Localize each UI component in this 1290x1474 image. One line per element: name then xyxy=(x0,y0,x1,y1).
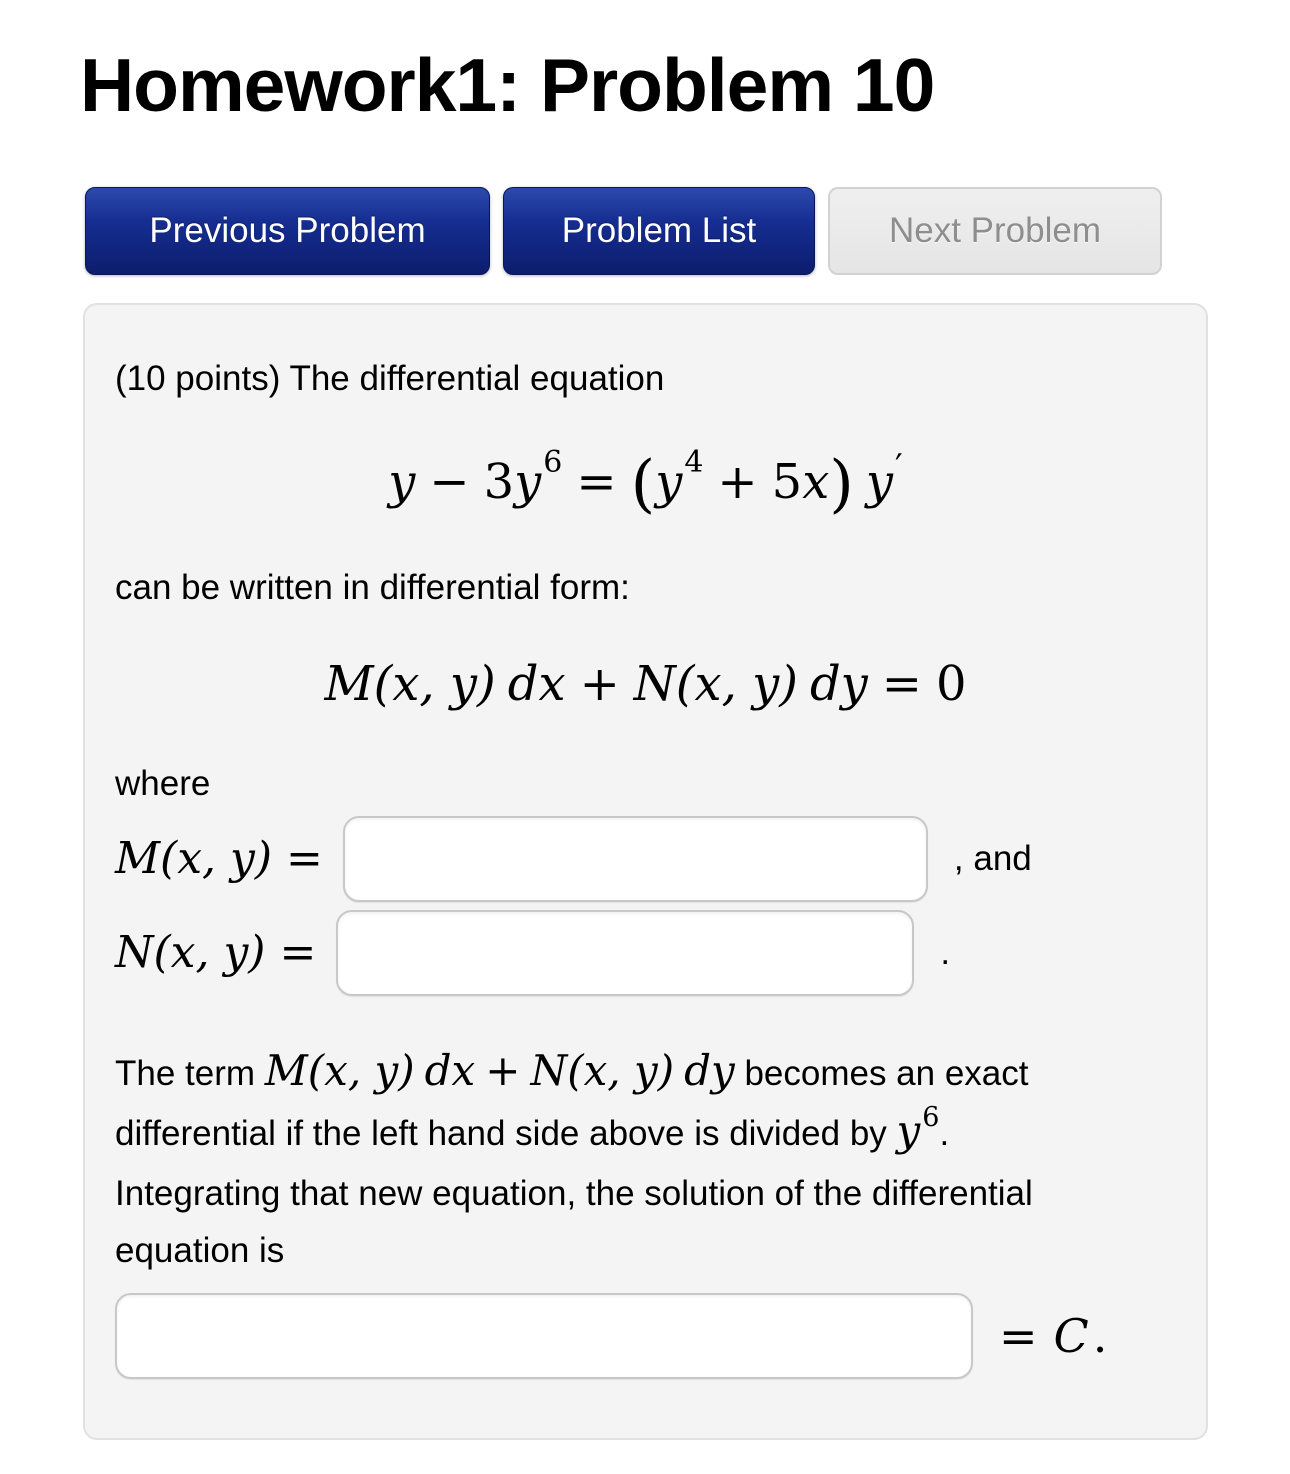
previous-problem-button[interactable]: Previous Problem xyxy=(85,187,490,275)
math-term: dx xyxy=(507,655,566,712)
paragraph-text: . Integrating that new equation, the solution of the differential equation is xyxy=(115,1113,1033,1270)
solution-answer-row xyxy=(115,1293,1176,1379)
math-right-paren: ) xyxy=(829,446,854,520)
math-term: N(x, y) xyxy=(633,655,798,712)
problem-list-button[interactable]: Problem List xyxy=(503,187,815,275)
math-term: M(x, y) xyxy=(264,1045,415,1095)
m-suffix-text: , and xyxy=(953,838,1032,878)
paragraph-text: becomes an exact differential if the left hand side above is divided by xyxy=(115,1053,1029,1153)
equation-differential-form xyxy=(115,656,1176,712)
equals-c-label xyxy=(999,1309,1107,1363)
math-term: y xyxy=(655,453,683,510)
m-input[interactable] xyxy=(343,816,928,902)
math-exponent: 4 xyxy=(684,444,704,480)
next-problem-button[interactable]: Next Problem xyxy=(828,187,1162,275)
n-input[interactable] xyxy=(336,910,914,996)
math-equals: = xyxy=(279,927,317,979)
math-term: x xyxy=(802,453,830,510)
math-exponent: 6 xyxy=(543,444,563,480)
math-prime: ′ xyxy=(894,446,903,487)
math-zero: 0 xyxy=(936,655,967,712)
math-coefficient: 3 xyxy=(483,453,515,510)
math-equals: = xyxy=(576,453,617,510)
problem-panel xyxy=(83,303,1208,1440)
m-function-label xyxy=(115,833,343,884)
math-term: y xyxy=(896,1105,921,1155)
math-operator: + xyxy=(717,453,758,510)
problem-intro: (10 points) The differential equation xyxy=(115,358,665,398)
math-exponent: 6 xyxy=(922,1101,940,1133)
math-operator: − xyxy=(429,453,470,510)
m-answer-row xyxy=(115,816,1176,902)
equation-original xyxy=(115,444,1176,520)
math-operator: + xyxy=(579,655,620,712)
paragraph-text: The term xyxy=(115,1053,265,1093)
math-term: y xyxy=(388,453,416,510)
problem-nav xyxy=(85,187,1290,275)
math-term: M(x, y) xyxy=(324,655,496,712)
n-function-label xyxy=(115,927,336,978)
math-period: . xyxy=(1092,1308,1108,1363)
math-term: y xyxy=(514,453,542,510)
math-term: M(x, y) xyxy=(115,833,273,885)
math-term: N(x, y) xyxy=(115,927,266,979)
math-term: dy xyxy=(809,655,868,712)
where-label: where xyxy=(115,763,211,803)
math-term: dy xyxy=(684,1045,735,1095)
math-left-paren: ( xyxy=(630,446,656,520)
n-answer-row xyxy=(115,910,1176,996)
math-term: dx xyxy=(424,1045,476,1095)
solution-input[interactable] xyxy=(115,1293,973,1379)
math-constant: C xyxy=(1053,1308,1089,1363)
n-suffix-text: . xyxy=(940,932,951,972)
math-equals: = xyxy=(999,1308,1038,1363)
math-term: y xyxy=(865,453,893,510)
math-equals: = xyxy=(286,833,323,885)
math-term: N(x, y) xyxy=(530,1045,675,1095)
page-title: Homework1: Problem 10 xyxy=(80,43,935,127)
math-operator: + xyxy=(485,1045,521,1095)
math-equals: = xyxy=(881,655,922,712)
written-form-text: can be written in differential form: xyxy=(115,567,630,607)
math-coefficient: 5 xyxy=(771,453,803,510)
exact-differential-text xyxy=(115,1042,1120,1279)
